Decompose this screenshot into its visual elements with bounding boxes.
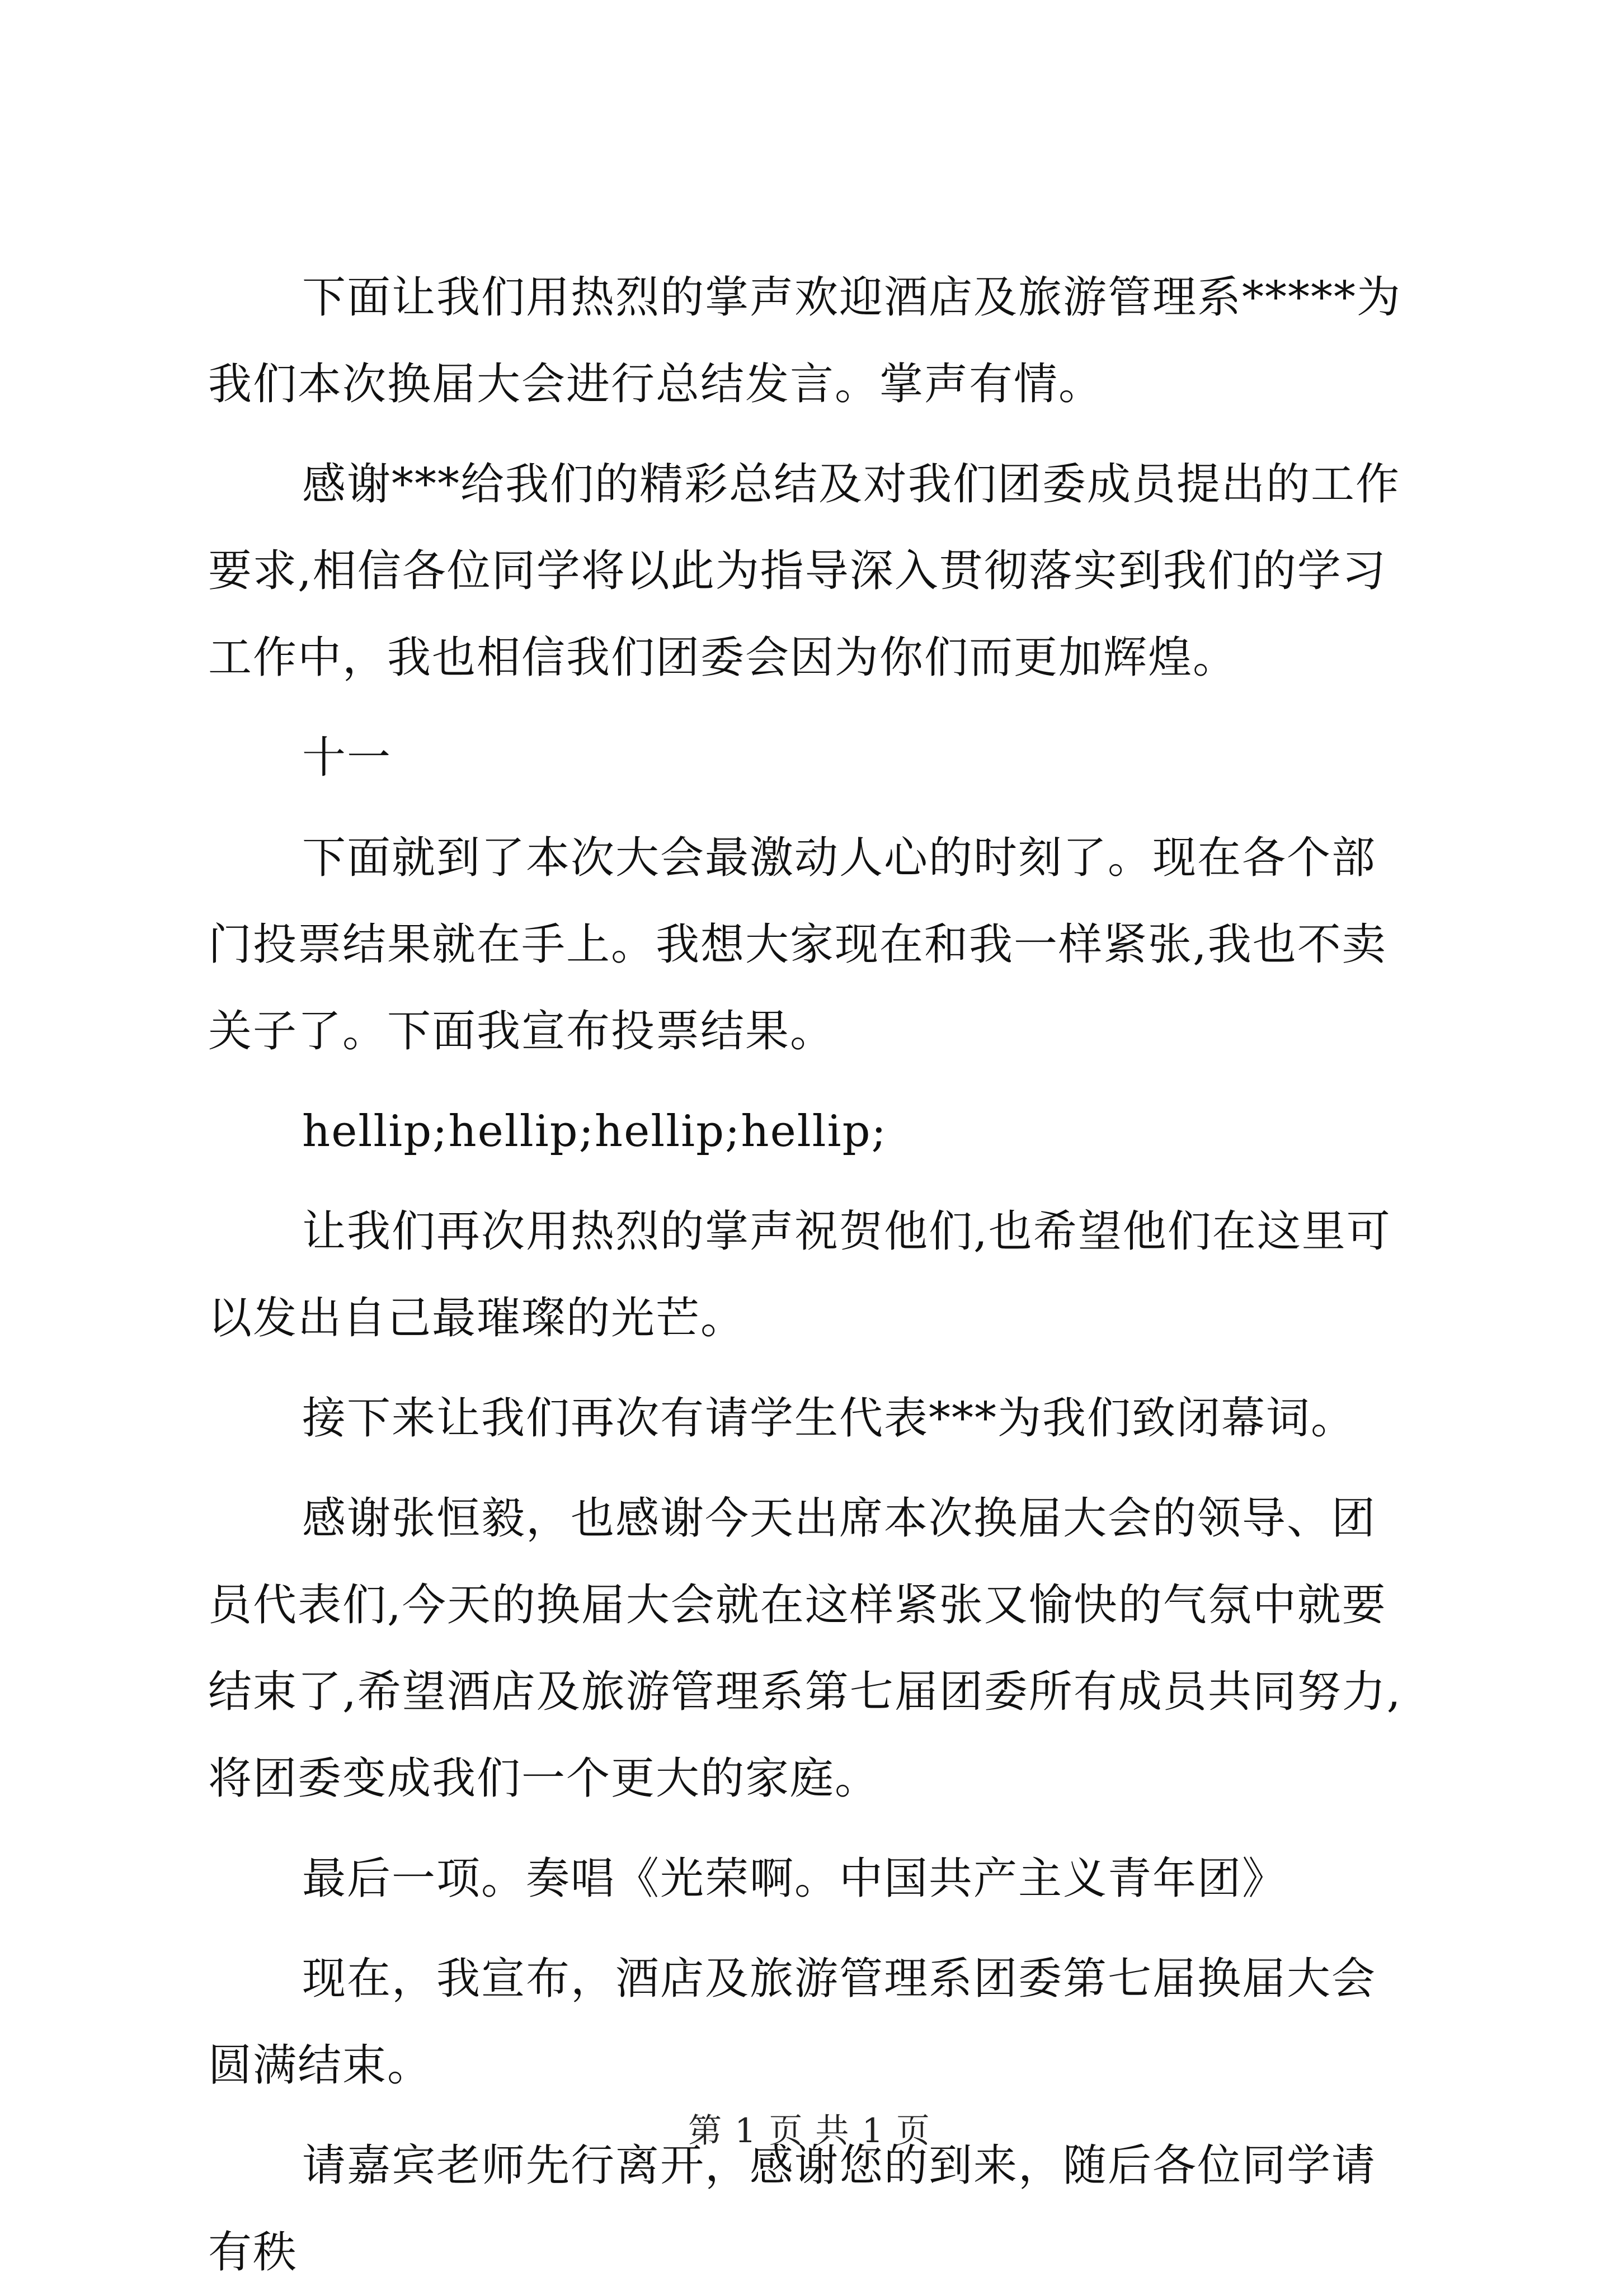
paragraph: hellip;hellip;hellip;hellip; <box>302 1106 887 1157</box>
paragraph: 最后一项。奏唱《光荣啊。中国共产主义青年团》 <box>302 1854 1287 1904</box>
paragraph: 让我们再次用热烈的掌声祝贺他们,也希望他们在这里可以发出自己最璀璨的光芒。 <box>208 1206 1391 1343</box>
paragraph: 下面让我们用热烈的掌声欢迎酒店及旅游管理系*****为我们本次换届大会进行总结发言。掌声有情。 <box>208 272 1402 409</box>
document-body <box>208 254 1416 2296</box>
paragraph: 下面就到了本次大会最激动人心的时刻了。现在各个部门投票结果就在手上。我想大家现在和我一样紧张,我也不卖关子了。下面我宣布投票结果。 <box>208 833 1387 1057</box>
paragraph: 接下来让我们再次有请学生代表***为我们致闭幕词。 <box>302 1393 1356 1444</box>
page-footer: 第 1 页 共 1 页 <box>688 2111 931 2151</box>
paragraph: 现在，我宣布，酒店及旅游管理系团委第七届换届大会圆满结束。 <box>208 1954 1377 2091</box>
paragraph: 感谢***给我们的精彩总结及对我们团委成员提出的工作要求,相信各位同学将以此为指导深入贯彻落实到我们的学习工作中，我也相信我们团委会因为你们而更加辉煌。 <box>208 459 1401 683</box>
paragraph: 十一 <box>302 733 392 783</box>
paragraph: 请嘉宾老师先行离开，感谢您的到来，随后各位同学请有秩 <box>208 2141 1377 2278</box>
paragraph: 感谢张恒毅，也感谢今天出席本次换届大会的领导、团员代表们,今天的换届大会就在这样紧张又愉快的气氛中就要结束了,希望酒店及旅游管理系第七届团委所有成员共同努力,将团委变成我们一个更大的家庭。 <box>208 1493 1402 1804</box>
